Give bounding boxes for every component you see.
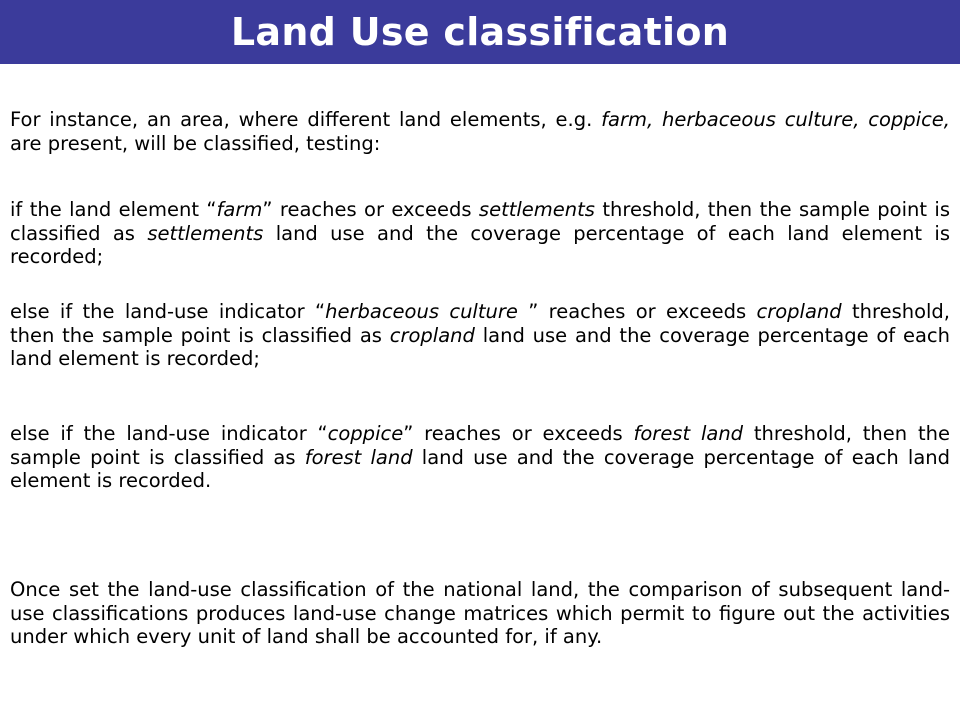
title-bar xyxy=(0,0,960,64)
paragraph-settlements-rule xyxy=(10,198,950,269)
text-run: threshold, then the sample point is classified as xyxy=(10,422,950,469)
text-run: ” reaches or exceeds xyxy=(517,300,757,323)
italic-term: farm xyxy=(216,198,263,221)
text-run: For instance, an area, where different land elements, e.g. xyxy=(10,108,602,131)
italic-term: coppice xyxy=(327,422,404,445)
paragraph-forest-rule xyxy=(10,422,950,493)
paragraph-cropland-rule xyxy=(10,300,950,371)
italic-term: cropland xyxy=(389,323,475,347)
text-run: ” reaches or exceeds xyxy=(262,198,479,221)
text-run: land use and the coverage percentage of each land element is recorded; xyxy=(10,323,950,370)
italic-term: forest land xyxy=(304,445,413,469)
italic-term: forest land xyxy=(633,422,744,445)
italic-term: farm, herbaceous culture, coppice, xyxy=(601,108,950,131)
text-run: else if the land-use indicator “ xyxy=(10,422,328,445)
paragraph-conclusion xyxy=(10,578,950,649)
text-run: else if the land-use indicator “ xyxy=(10,300,326,323)
text-run: land use and the coverage percentage of each land element is recorded. xyxy=(10,445,951,492)
text-run: threshold, then the sample point is classified as xyxy=(10,300,951,347)
italic-term: cropland xyxy=(756,300,842,323)
italic-term: settlements xyxy=(147,221,264,245)
italic-term: herbaceous culture xyxy=(325,300,518,323)
text-run: are present, will be classified, testing: xyxy=(10,131,381,155)
text-run: threshold, then the sample point is classified as xyxy=(10,198,950,245)
text-run: ” reaches or exceeds xyxy=(403,422,634,445)
text-run: if the land element “ xyxy=(10,198,217,221)
text-run: land use and the coverage percentage of each land element is recorded; xyxy=(10,221,950,268)
italic-term: settlements xyxy=(478,198,595,221)
text-run: Once set the land-use classification of the national land, the comparison of subsequent land-use classifications produces land-use change matrices which permit to figure out the activities under which every unit of land shall be accounted for, if any. xyxy=(10,578,950,648)
slide-title: Land Use classification xyxy=(230,10,730,54)
paragraph-intro xyxy=(10,108,950,155)
